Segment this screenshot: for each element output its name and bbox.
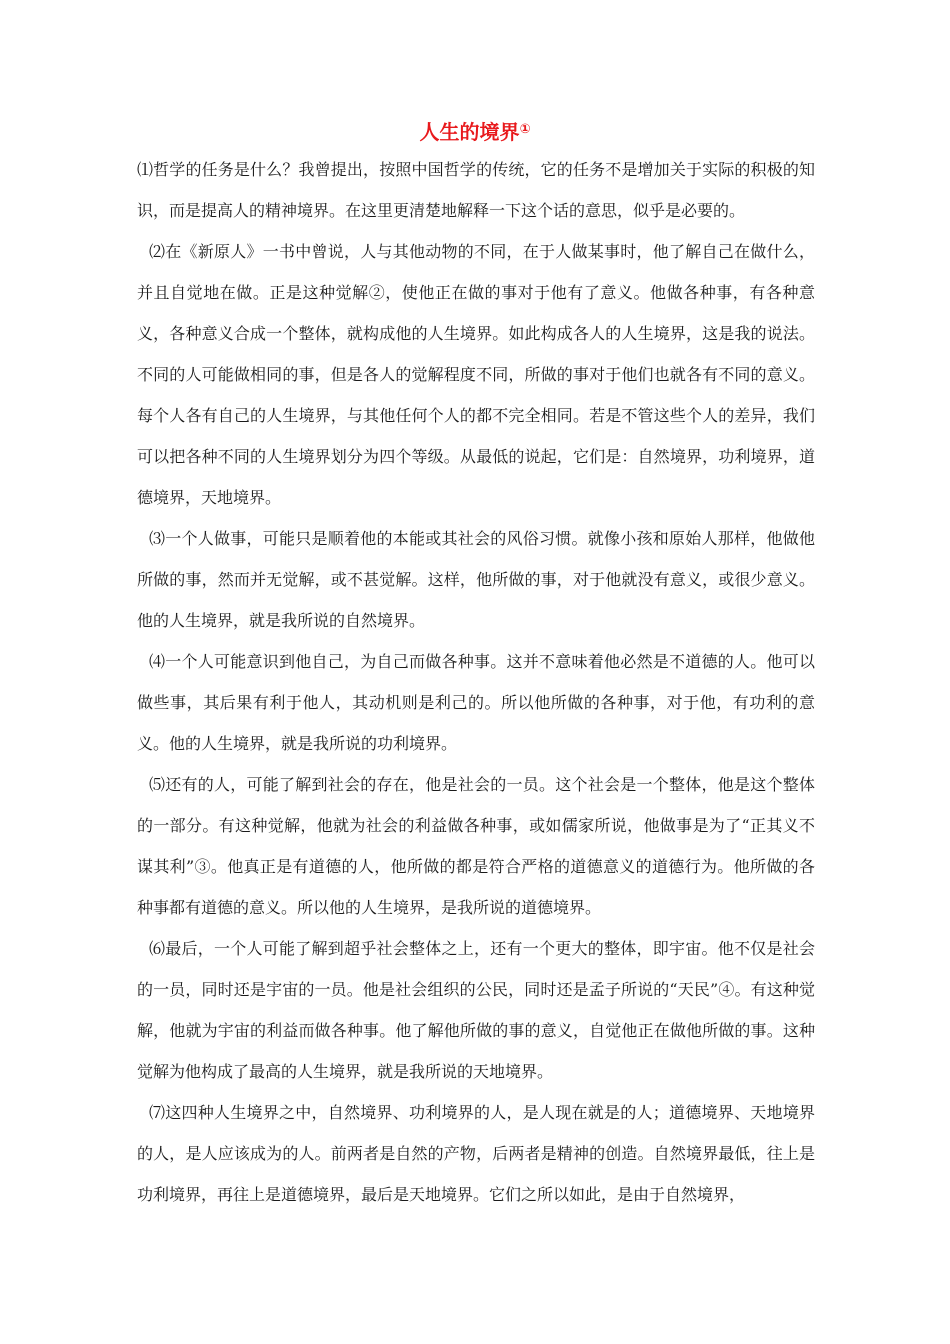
document-body [137, 149, 815, 1215]
paragraph-4: ⑷一个人可能意识到他自己，为自己而做各种事。这并不意味着他必然是不道德的人。他可以做些事，其后果有利于他人，其动机则是利己的。所以他所做的各种事，对于他，有功利的意义。他的人生境界，就是我所说的功利境界。 [137, 652, 815, 753]
paragraph-3: ⑶一个人做事，可能只是顺着他的本能或其社会的风俗习惯。就像小孩和原始人那样，他做他所做的事，然而并无觉解，或不甚觉解。这样，他所做的事，对于他就没有意义，或很少意义。他的人生境界，就是我所说的自然境界。 [137, 529, 815, 630]
paragraph-2: ⑵在《新原人》一书中曾说，人与其他动物的不同，在于人做某事时，他了解自己在做什么，并且自觉地在做。正是这种觉解②，使他正在做的事对于他有了意义。他做各种事，有各种意义，各种意义合成一个整体，就构成他的人生境界。如此构成各人的人生境界，这是我的说法。不同的人可能做相同的事，但是各人的觉解程度不同，所做的事对于他们也就各有不同的意义。每个人各有自己的人生境界，与其他任何个人的都不完全相同。若是不管这些个人的差异，我们可以把各种不同的人生境界划分为四个等级。从最低的说起，它们是：自然境界，功利境界，道德境界，天地境界。 [137, 242, 815, 507]
paragraph-6: ⑹最后，一个人可能了解到超乎社会整体之上，还有一个更大的整体，即宇宙。他不仅是社会的一员，同时还是宇宙的一员。他是社会组织的公民，同时还是孟子所说的“天民”④。有这种觉解，他就为宇宙的利益而做各种事。他了解他所做的事的意义，自觉他正在做他所做的事。这种觉解为他构成了最高的人生境界，就是我所说的天地境界。 [137, 939, 815, 1081]
document-title [0, 118, 950, 146]
paragraph-1: ⑴哲学的任务是什么？我曾提出，按照中国哲学的传统，它的任务不是增加关于实际的积极的知识，而是提高人的精神境界。在这里更清楚地解释一下这个话的意思，似乎是必要的。 [137, 160, 815, 220]
title-text: 人生的境界 [419, 120, 520, 144]
title-footnote-marker: ① [519, 122, 531, 137]
paragraph-7: ⑺这四种人生境界之中，自然境界、功利境界的人，是人现在就是的人；道德境界、天地境界的人，是人应该成为的人。前两者是自然的产物，后两者是精神的创造。自然境界最低，往上是功利境界，再往上是道德境界，最后是天地境界。它们之所以如此，是由于自然境界， [137, 1103, 815, 1204]
paragraph-5: ⑸还有的人，可能了解到社会的存在，他是社会的一员。这个社会是一个整体，他是这个整体的一部分。有这种觉解，他就为社会的利益做各种事，或如儒家所说，他做事是为了“正其义不谋其利”③。他真正是有道德的人，他所做的都是符合严格的道德意义的道德行为。他所做的各种事都有道德的意义。所以他的人生境界，是我所说的道德境界。 [137, 775, 815, 917]
